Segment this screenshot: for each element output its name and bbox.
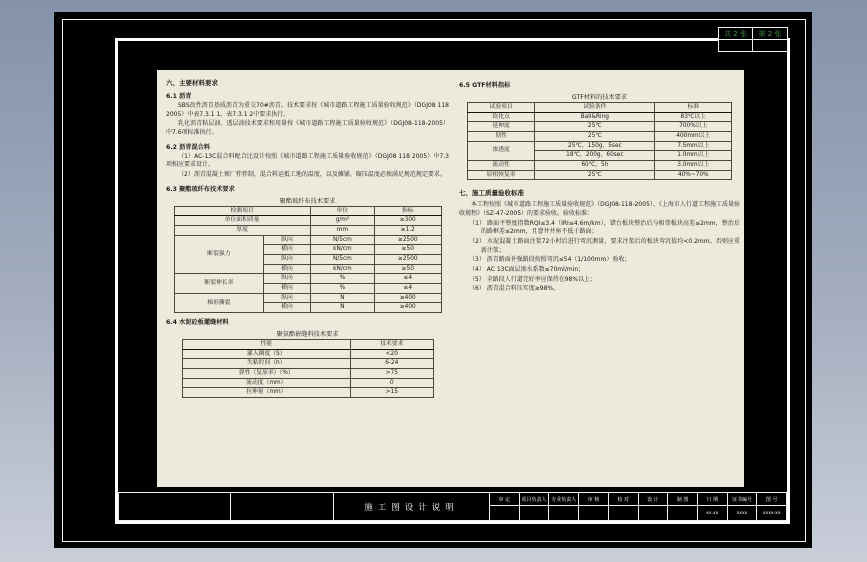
table-row <box>182 359 433 369</box>
titleblock-empty-cell-2 <box>231 493 334 520</box>
titleblock-field-value <box>609 506 638 520</box>
table-title-gtf: GTF材料的技术要求 <box>571 94 628 101</box>
table-cell: 纵向 <box>264 274 310 284</box>
table-cell: 25℃ <box>535 131 655 141</box>
paragraph: （2）沥青混凝土须厂拌拌制，混合料运抵工地的温度，以及摊铺、碾压温度必须满足规范规定要求。 <box>178 171 446 179</box>
drawing-sheet-canvas[interactable] <box>54 12 812 548</box>
table-cell: N/5cm <box>310 235 374 245</box>
table-cell: 梯形撕裂 <box>174 293 264 312</box>
table-cell: 弹性（复原率）（%） <box>182 369 351 379</box>
design-notes-paper <box>157 70 744 487</box>
titleblock-field <box>757 493 786 520</box>
table-cell: kN/cm <box>310 264 374 274</box>
table-row <box>182 349 433 359</box>
section-6-5-heading: 6.5 GTF材料指标 <box>459 82 511 89</box>
table-header-cell: 单位 <box>310 206 374 216</box>
section-6-2-heading: 6.2 沥青混合料 <box>166 143 211 151</box>
table-title-sealant: 聚氨酯嵌缝料技术要求 <box>276 331 339 339</box>
table-row <box>182 340 433 350</box>
titleblock-field-value: xx.xx <box>706 510 719 516</box>
table-row <box>468 131 732 141</box>
table-cell: <20 <box>351 349 433 359</box>
table-cell: 6-24 <box>351 359 433 369</box>
table-row <box>174 226 441 236</box>
table-cell: 纵向 <box>264 235 310 245</box>
titleblock-field <box>549 493 579 520</box>
table-header-cell: 性能 <box>182 340 351 350</box>
table-row <box>182 388 433 398</box>
table-cell: 25℃ <box>535 122 655 132</box>
table-header-cell: 技术要求 <box>351 340 433 350</box>
gtf-material-spec-table <box>467 102 732 180</box>
table-cell: ≥50 <box>375 264 441 274</box>
table-cell: >75 <box>351 369 433 379</box>
table-row <box>174 274 441 284</box>
table-cell: 断裂强力 <box>174 235 264 274</box>
sheet-count-table <box>718 27 788 52</box>
table-row <box>468 122 732 132</box>
list-item: （6） 沥青混合料压实度≥98%。 <box>469 285 560 293</box>
titleblock-field-value <box>579 506 608 520</box>
titleblock-field <box>728 493 758 520</box>
list-item: （1） 路面平整度指数RQI≤3.4（IRI≤4.6m/km），错台板块整治后与相邻板块高差≤2mm，整治后的路框差≤2mm，且窨井井座不低于路面； <box>469 219 740 236</box>
table-cell: 700%以上 <box>655 122 732 132</box>
table-cell: 400mm以上 <box>655 131 732 141</box>
table-cell: ≥2500 <box>375 255 441 265</box>
list-item: （3） 沥青路面补强路段按照弯沉≤54（1/100mm）验收； <box>469 256 631 264</box>
paragraph: SBS改性沥青基质沥青为重交70#沥青。技术要求按《城市道路工程施工质量验收规范》（DGJ08 118 2005）中表7.3.1 1、表7.3.1 2中要求执行。 <box>166 102 449 118</box>
section-6-heading: 六、主要材料要求 <box>166 79 218 87</box>
titleblock-field <box>490 493 520 520</box>
table-row <box>182 369 433 379</box>
table-cell: 原相恢复率 <box>468 170 535 180</box>
table-cell: 断裂伸长率 <box>174 274 264 293</box>
table-cell: mm <box>310 226 374 236</box>
table-cell: 横向 <box>264 284 310 294</box>
table-cell: ≤4 <box>375 284 441 294</box>
table-cell: 60℃，5h <box>535 160 655 170</box>
table-cell: 流动度（mm） <box>182 378 351 388</box>
titleblock-field-label: 证书编号 <box>728 493 757 506</box>
table-cell: 40%~70% <box>655 170 732 180</box>
table-cell: 3.0mm以上 <box>655 160 732 170</box>
table-cell: 延伸度 <box>468 122 535 132</box>
table-cell: N/5cm <box>310 255 374 265</box>
acceptance-items-list <box>459 220 740 295</box>
titleblock-field-label: 日 期 <box>698 493 727 506</box>
table-row <box>174 293 441 303</box>
table-cell: >15 <box>351 388 433 398</box>
titleblock-field-label: 设 计 <box>639 493 668 506</box>
paragraph: 乳化沥青粘层油、透层油技术要求和用量按《城市道路工程施工质量验收规范》（DGJ08-118-2005）中7.6项标准执行。 <box>166 120 449 137</box>
table-cell: 拉伸量（mm） <box>182 388 351 398</box>
table-cell: 厚度 <box>174 226 310 236</box>
table-cell: 纵向 <box>264 255 310 265</box>
table-cell: kN/cm <box>310 245 374 255</box>
titleblock-field <box>668 493 698 520</box>
titleblock-field <box>609 493 639 520</box>
section-7-heading: 七、施工质量验收标准 <box>459 189 524 198</box>
table-title-polyester: 聚酯玻纤布技术要求 <box>279 197 336 205</box>
titleblock-field-label: 图 号 <box>757 493 786 506</box>
polyester-fabric-spec-table <box>174 206 442 313</box>
titleblock-field <box>698 493 728 520</box>
table-row <box>174 206 441 216</box>
titleblock-field-label: 项目负责人 <box>520 493 549 506</box>
titleblock-field <box>639 493 669 520</box>
titleblock-field-label: 审 核 <box>579 493 608 506</box>
titleblock-field <box>579 493 609 520</box>
table-cell: 失粘时间（h） <box>182 359 351 369</box>
table-cell: 灌入稠度（S） <box>182 349 351 359</box>
table-header-cell: 检测项目 <box>174 206 310 216</box>
table-cell: 横向 <box>264 303 310 313</box>
titleblock-field-value <box>520 506 549 520</box>
titleblock-field-value <box>668 506 697 520</box>
titleblock-empty-cell-1 <box>119 493 231 520</box>
table-cell: 7.5mm以上 <box>655 141 732 151</box>
table-cell: 渗透度 <box>468 141 535 160</box>
table-cell: % <box>310 274 374 284</box>
table-header-cell: 标准 <box>655 103 732 113</box>
table-row <box>468 112 732 122</box>
table-cell: N <box>310 293 374 303</box>
table-row <box>468 170 732 180</box>
table-cell: 18℃，200g，60sec <box>535 151 655 161</box>
table-cell: ≥50 <box>375 245 441 255</box>
table-cell: ≥400 <box>375 303 441 313</box>
table-cell: 韧性 <box>468 131 535 141</box>
table-cell: 1.0mm以上 <box>655 151 732 161</box>
sheet-index-cell: 第 2 张 <box>753 28 787 40</box>
sheet-index-value-cell <box>753 40 787 51</box>
titleblock-field <box>520 493 550 520</box>
table-cell: 0 <box>351 378 433 388</box>
table-cell: ≥300 <box>375 216 441 226</box>
acceptance-intro-paragraph: 本工程按照《城市道路工程施工质量验收规范》（DGJ08-118-2005）、《上海市人行道工程施工质量验收规程》（SZ-47-2005）的要求验收。验收标准： <box>459 201 740 217</box>
table-cell: 83℃以上 <box>655 112 732 122</box>
table-cell: N <box>310 303 374 313</box>
right-text-column <box>459 76 740 295</box>
titleblock-field-label: 专业负责人 <box>549 493 578 506</box>
table-cell: Ball&Ring <box>535 112 655 122</box>
section-6-1-heading: 6.1 沥青 <box>166 93 192 100</box>
table-cell: ≤4 <box>375 274 441 284</box>
table-row <box>182 378 433 388</box>
table-row <box>468 103 732 113</box>
section-6-3-heading: 6.3 聚酯玻纤布技术要求 <box>166 185 235 193</box>
table-header-cell: 指标 <box>375 206 441 216</box>
titleblock-field-value <box>639 506 668 520</box>
drawing-title-cell: 施工图设计说明 <box>334 493 490 520</box>
table-row <box>174 235 441 245</box>
titleblock-field-value <box>490 506 519 520</box>
table-cell: 单位面积质量 <box>174 216 310 226</box>
left-text-column <box>166 76 449 401</box>
titleblock-field-value <box>549 506 578 520</box>
sheet-total-value-cell <box>719 40 753 51</box>
titleblock-field-value: xxxx-xx <box>762 510 781 516</box>
table-header-cell: 试验项目 <box>468 103 535 113</box>
titleblock-field-value: xxxx <box>736 510 748 516</box>
table-cell: 软化点 <box>468 112 535 122</box>
table-cell: 横向 <box>264 264 310 274</box>
list-item: （2） 水泥混凝土路面注浆72小时后进行弯沉测量，要求注浆后的板块弯沉值均<0.2mm。否则应重新注浆； <box>469 238 740 254</box>
sheet-total-cell: 共 2 张 <box>719 28 753 40</box>
table-cell: 25℃ <box>535 170 655 180</box>
table-cell: 流动性 <box>468 160 535 170</box>
table-cell: 纵向 <box>264 293 310 303</box>
table-row <box>468 160 732 170</box>
table-row <box>468 141 732 151</box>
list-item: （4） AC 13C面层渗水系数≤70ml/min； <box>469 266 585 274</box>
table-cell: % <box>310 284 374 294</box>
table-cell: ≥2500 <box>375 235 441 245</box>
joint-sealant-spec-table <box>182 339 434 398</box>
table-cell: ≥1.2 <box>375 226 441 236</box>
titleblock-fields-strip <box>490 493 786 520</box>
table-header-cell: 试验条件 <box>535 103 655 113</box>
table-cell: 横向 <box>264 245 310 255</box>
titleblock-field-label: 制 图 <box>668 493 697 506</box>
paragraph: （1）AC-13C混合料配合比设计按照《城市道路工程施工质量验收规范》（DGJ08 118 2005）中7.3项相应要求设计。 <box>166 152 449 169</box>
table-row <box>174 216 441 226</box>
table-cell: g/m² <box>310 216 374 226</box>
list-item: （5） 全路段人行道完好率应保持在98%以上； <box>469 275 597 283</box>
table-cell: ≥400 <box>375 293 441 303</box>
section-6-4-heading: 6.4 水泥砼板灌缝材料 <box>166 319 229 327</box>
title-block <box>118 492 787 521</box>
table-cell: 25℃，150g，5sec <box>535 141 655 151</box>
titleblock-field-label: 校 对 <box>609 493 638 506</box>
titleblock-field-label: 审 定 <box>490 493 519 506</box>
